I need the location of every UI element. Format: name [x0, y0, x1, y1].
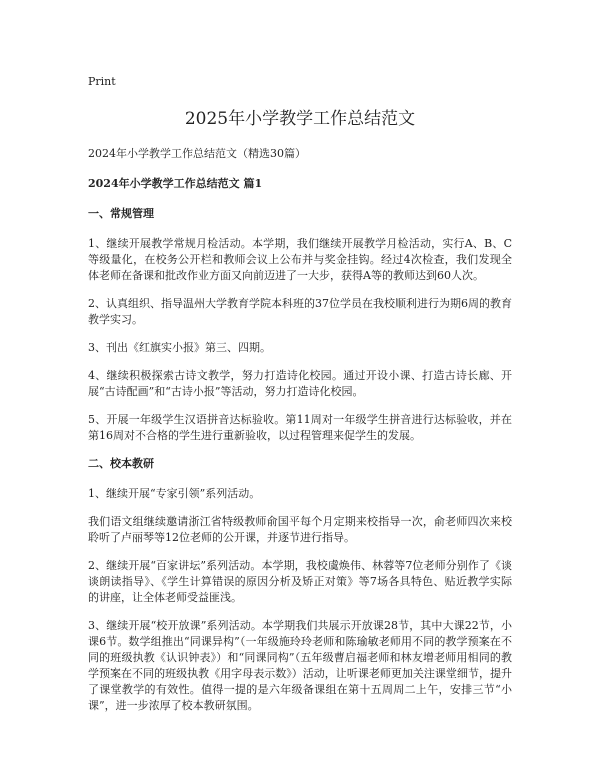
paragraph: 2、认真组织、指导温州大学教育学院本科班的37位学员在我校顺利进行为期6周的教育教学实习。: [88, 297, 512, 326]
paragraph: 我们语文组继续邀请浙江省特级教师俞国平每个月定期来校指导一次，俞老师四次来校聆听了卢丽琴等12位老师的公开课，并逐节进行指导。: [88, 515, 512, 544]
print-link[interactable]: Print: [88, 75, 116, 88]
section-heading: 一、常规管理: [88, 207, 154, 220]
paragraph: 4、继续积极探索古诗文教学，努力打造诗化校园。通过开设小课、打造古诗长廊、开展“古诗配画”和“古诗小报”等活动，努力打造诗化校园。: [88, 369, 512, 398]
article-heading: 2024年小学教学工作总结范文 篇1: [88, 177, 263, 190]
section-school-research: [88, 456, 512, 714]
paragraph: 3、刊出《红旗实小报》第三、四期。: [88, 341, 271, 354]
section-heading: 二、校本教研: [88, 457, 154, 470]
paragraph: 1、继续开展教学常规月检活动。本学期，我们继续开展教学月检活动，实行A、B、C等级量化，在校务公开栏和教师会议上公布并与奖金挂钩。经过4次检查，我们发现全体老师在备课和批改作业方面又向前迈进了一大步，获得A等的教师达到60人次。: [88, 237, 512, 282]
paragraph: 5、开展一年级学生汉语拼音达标验收。第11周对一年级学生拼音进行达标验收，并在第16周对不合格的学生进行重新验收，以过程管理来促学生的发展。: [88, 413, 512, 442]
paragraph: 3、继续开展“校开放课”系列活动。本学期我们共展示开放课28节，其中大课22节，小课6节。数学组推出“同课异构”（一年级施玲玲老师和陈瑜敏老师用不同的教学预案在不同的班级执教《认识钟表》）和“同课同构”（五年级曹启福老师和林友增老师用相同的教学预案在不同的班级执教《用字母表示数》）活动，让听课老师更加关注课堂细节，提升了课堂教学的有效性。值得一提的是六年级备课组在第十五周周二上午，安排三节“小课”，进一步浓厚了校本教研氛围。: [88, 619, 512, 712]
document-subtitle: 2024年小学教学工作总结范文（精选30篇）: [88, 147, 306, 160]
paragraph: 1、继续开展“专家引领”系列活动。: [88, 487, 261, 500]
section-routine-management: [88, 206, 512, 444]
document-title: 2025年小学教学工作总结范文: [184, 109, 416, 129]
paragraph: 2、继续开展“百家讲坛”系列活动。本学期，我校虞焕伟、林蓉等7位老师分别作了《谈谈朗读指导》、《学生计算错误的原因分析及矫正对策》等7场各具特色、贴近教学实际的讲座，让全体老师受益匪浅。: [88, 559, 512, 604]
